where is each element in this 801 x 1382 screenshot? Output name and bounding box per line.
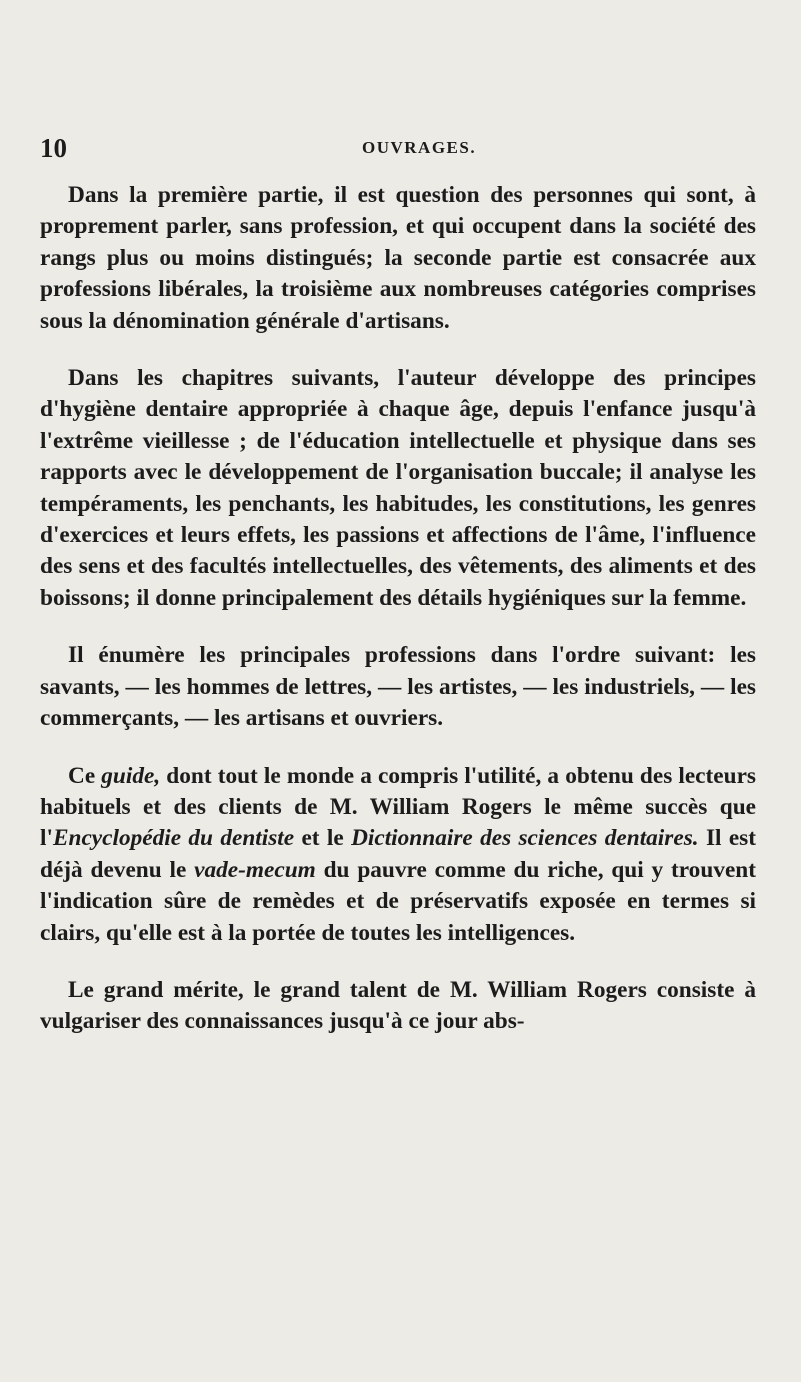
text-segment: dont tout le monde a compris l'utilité, a obtenu des lecteurs habituels et des clients de M. William Rogers le même succès que l' bbox=[40, 762, 756, 852]
paragraph-2 bbox=[40, 363, 756, 614]
text-segment: Dans la première partie, il est question des personnes qui sont, à proprement parler, sans profession, et qui occupent dans la société des rangs plus ou moins distingués; la seconde partie est consacrée aux professions libérales, la troisième aux nombreuses catégories comprises sous la dénomination générale d'artisans. bbox=[40, 182, 756, 334]
italic-text-segment: vade-mecum bbox=[194, 856, 316, 883]
italic-text-segment: Encyclopédie du dentiste bbox=[52, 825, 295, 852]
text-segment: Il énumère les principales professions dans l'ordre suivant: les savants, — les hommes de lettres, — les artistes, — les industriels, — les commerçants, — les artisans et ouvriers. bbox=[40, 642, 756, 732]
text-segment: et le bbox=[294, 825, 352, 852]
paragraph-1 bbox=[40, 180, 756, 337]
italic-text-segment: guide, bbox=[101, 762, 161, 789]
text-segment: Il est déjà devenu le bbox=[40, 825, 756, 883]
page-number: 10 bbox=[40, 133, 67, 163]
paragraph-5 bbox=[40, 975, 756, 1038]
italic-text-segment: Dictionnaire des sciences dentaires. bbox=[351, 825, 699, 852]
text-segment: Dans les chapitres suivants, l'auteur développe des principes d'hygiène dentaire appropriée à chaque âge, depuis l'enfance jusqu'à l'extrême vieillesse ; de l'éducation intellectuelle et physique dans ses rapports avec le développement de l'organisation buccale; il analyse les tempéraments, les penchants, les habitudes, les constitutions, les genres d'exercices et leurs effets, les passions et affections de l'âme, l'influence des sens et des facultés intellectuelles, des vêtements, des aliments et des boissons; il donne principalement des détails hygiéniques sur la femme. bbox=[40, 365, 756, 611]
running-title: OUVRAGES. bbox=[362, 138, 477, 157]
body-text bbox=[40, 180, 756, 1038]
text-segment: Le grand mérite, le grand talent de M. William Rogers consiste à vulgariser des connaissances jusqu'à ce jour abs- bbox=[40, 976, 756, 1035]
text-segment: du pauvre comme du riche, qui y trouvent l'indication sûre de remèdes et de préservatifs exposée en termes si clairs, qu'elle est à la portée de toutes les intelligences. bbox=[40, 856, 756, 946]
paragraph-4 bbox=[40, 761, 756, 949]
paragraph-3 bbox=[40, 640, 756, 734]
text-segment: Ce bbox=[68, 762, 102, 789]
page-header bbox=[40, 133, 760, 167]
